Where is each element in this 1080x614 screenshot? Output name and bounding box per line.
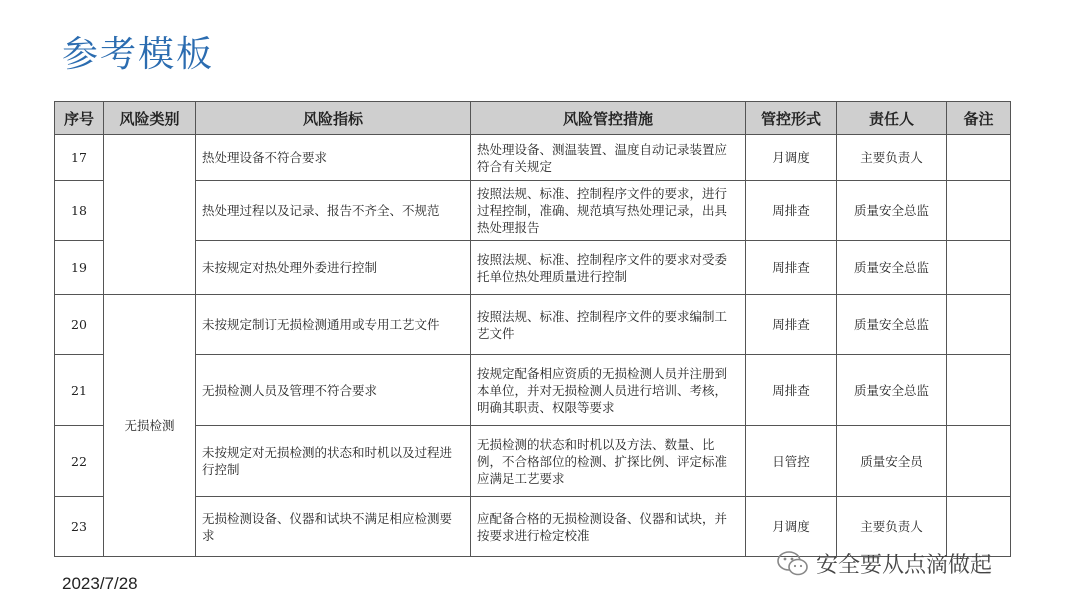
cell-form: 日管控 (746, 426, 837, 497)
header-category: 风险类别 (104, 102, 196, 135)
cell-indicator: 未按规定制订无损检测通用或专用工艺文件 (196, 295, 471, 355)
cell-measure: 应配备合格的无损检测设备、仪器和试块，并按要求进行检定校准 (471, 497, 746, 557)
cell-indicator: 热处理设备不符合要求 (196, 135, 471, 181)
table-row (55, 181, 1011, 241)
cell-indicator: 未按规定对无损检测的状态和时机以及过程进行控制 (196, 426, 471, 497)
wechat-icon (776, 549, 810, 579)
header-indicator: 风险指标 (196, 102, 471, 135)
cell-form: 月调度 (746, 497, 837, 557)
cell-owner: 主要负责人 (837, 135, 947, 181)
cell-form: 月调度 (746, 135, 837, 181)
cell-indicator: 未按规定对热处理外委进行控制 (196, 241, 471, 295)
cell-owner: 主要负责人 (837, 497, 947, 557)
cell-remark (947, 135, 1011, 181)
watermark-text: 安全要从点滴做起 (816, 553, 993, 578)
cell-no: 21 (55, 355, 104, 426)
table-row (55, 135, 1011, 181)
cell-indicator: 无损检测设备、仪器和试块不满足相应检测要求 (196, 497, 471, 557)
cell-remark (947, 426, 1011, 497)
header-owner: 责任人 (837, 102, 947, 135)
cell-measure: 按规定配备相应资质的无损检测人员并注册到本单位，并对无损检测人员进行培训、考核，明确其职责、权限等要求 (471, 355, 746, 426)
watermark (776, 548, 992, 579)
table-row (55, 295, 1011, 355)
cell-no: 17 (55, 135, 104, 181)
page-title: 参考模板 (62, 34, 215, 75)
header-no: 序号 (55, 102, 104, 135)
header-remark: 备注 (947, 102, 1011, 135)
cell-owner: 质量安全总监 (837, 295, 947, 355)
slide-date: 2023/7/28 (62, 574, 138, 593)
cell-indicator: 无损检测人员及管理不符合要求 (196, 355, 471, 426)
table-row (55, 426, 1011, 497)
header-measure: 风险管控措施 (471, 102, 746, 135)
cell-owner: 质量安全总监 (837, 181, 947, 241)
table-row (55, 241, 1011, 295)
cell-remark (947, 355, 1011, 426)
cell-remark (947, 295, 1011, 355)
cell-remark (947, 181, 1011, 241)
risk-control-table (54, 101, 1011, 557)
cell-measure: 按照法规、标准、控制程序文件的要求，进行过程控制，准确、规范填写热处理记录，出具热处理报告 (471, 181, 746, 241)
cell-measure: 按照法规、标准、控制程序文件的要求对受委托单位热处理质量进行控制 (471, 241, 746, 295)
cell-indicator: 热处理过程以及记录、报告不齐全、不规范 (196, 181, 471, 241)
cell-remark (947, 241, 1011, 295)
cell-category: 无损检测 (104, 295, 196, 557)
table-row (55, 355, 1011, 426)
cell-no: 18 (55, 181, 104, 241)
cell-form: 周排查 (746, 181, 837, 241)
cell-measure: 无损检测的状态和时机以及方法、数量、比例，不合格部位的检测、扩探比例、评定标准应满足工艺要求 (471, 426, 746, 497)
header-form: 管控形式 (746, 102, 837, 135)
table-header-row (55, 102, 1011, 135)
cell-form: 周排查 (746, 295, 837, 355)
cell-owner: 质量安全总监 (837, 241, 947, 295)
cell-no: 20 (55, 295, 104, 355)
cell-measure: 热处理设备、测温装置、温度自动记录装置应符合有关规定 (471, 135, 746, 181)
cell-no: 23 (55, 497, 104, 557)
cell-no: 22 (55, 426, 104, 497)
cell-measure: 按照法规、标准、控制程序文件的要求编制工艺文件 (471, 295, 746, 355)
cell-owner: 质量安全员 (837, 426, 947, 497)
cell-form: 周排查 (746, 355, 837, 426)
cell-category (104, 135, 196, 295)
cell-owner: 质量安全总监 (837, 355, 947, 426)
cell-form: 周排查 (746, 241, 837, 295)
cell-no: 19 (55, 241, 104, 295)
